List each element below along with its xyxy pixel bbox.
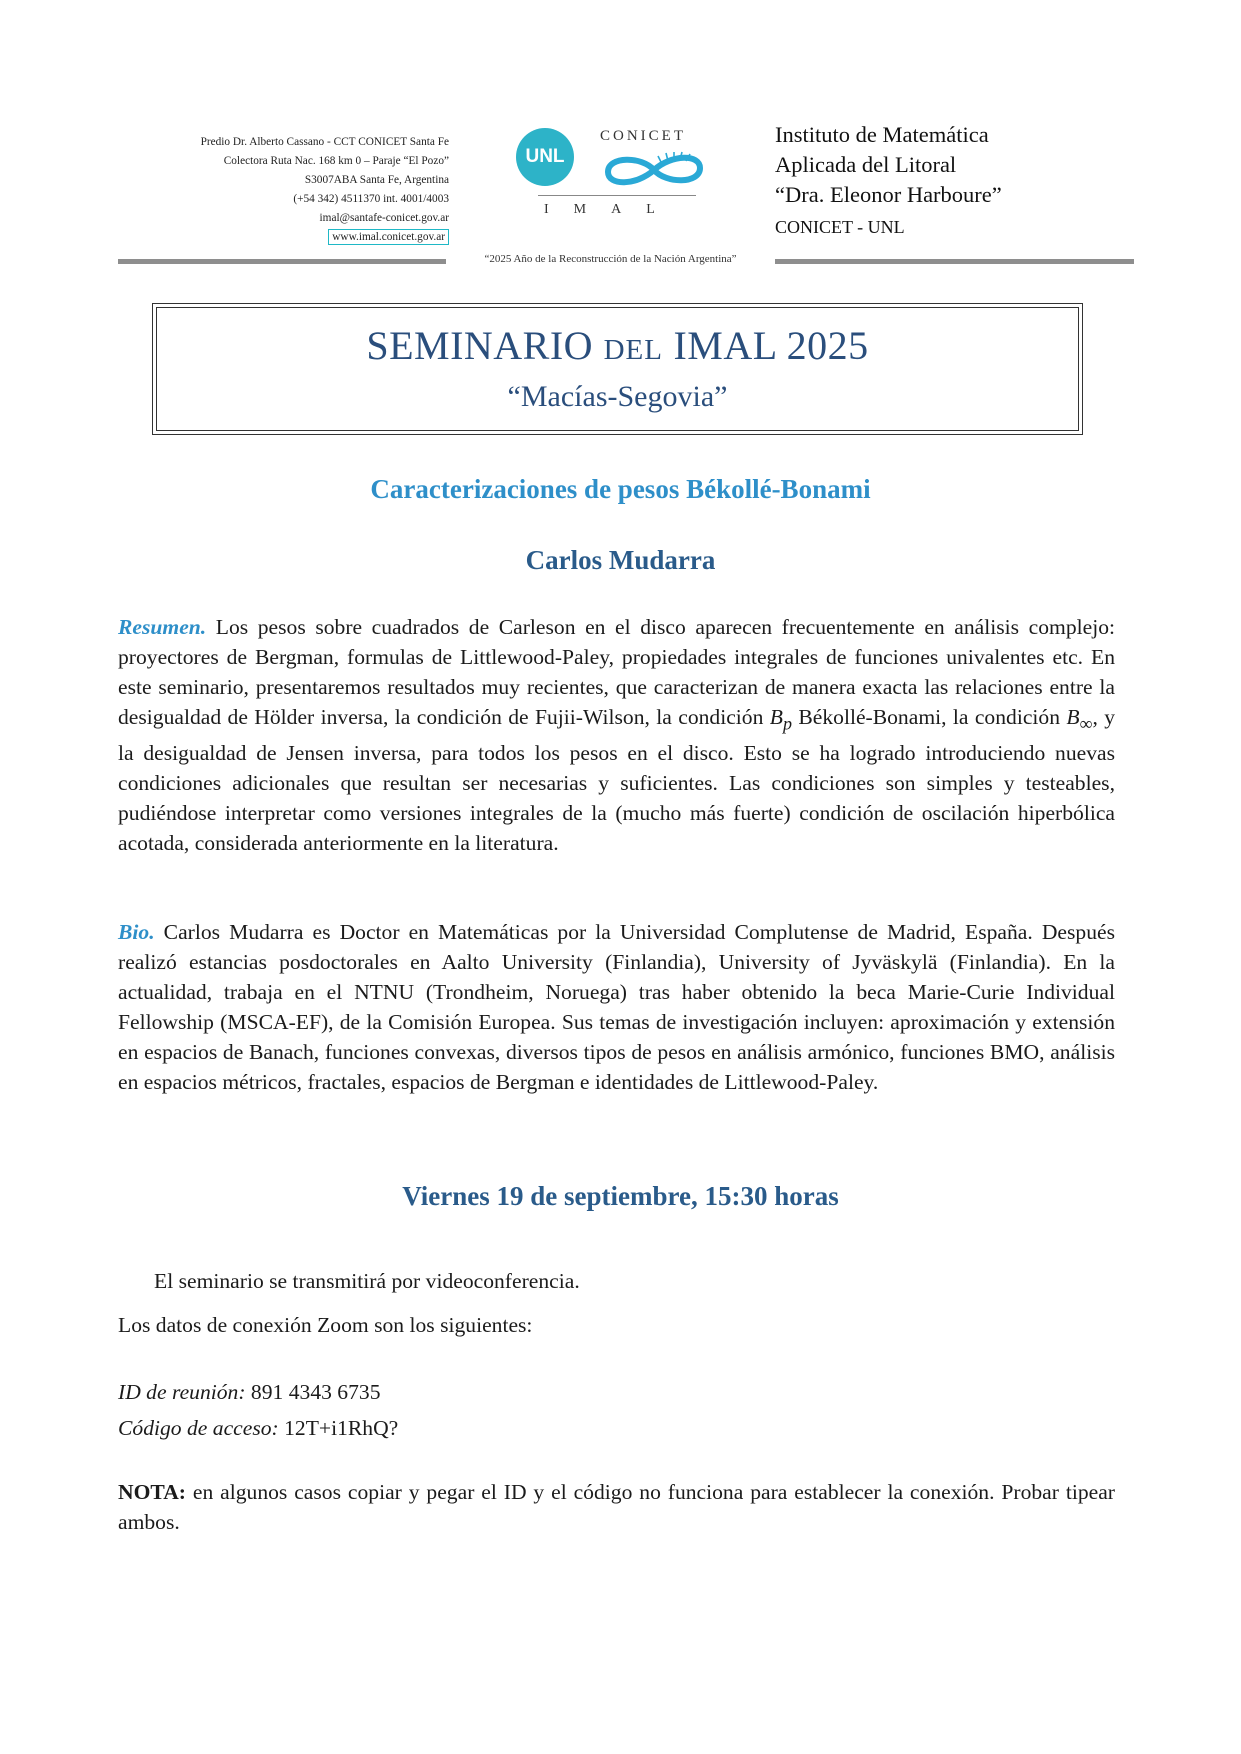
speaker-name: Carlos Mudarra <box>525 545 716 575</box>
passcode <box>118 1416 398 1441</box>
address-line: S3007ABA Santa Fe, Argentina <box>304 174 449 186</box>
logos <box>510 118 710 230</box>
national-motto: “2025 Año de la Reconstrucción de la Nación Argentina” <box>484 253 737 265</box>
note-text: en algunos casos copiar y pegar el ID y el código no funciona para establecer la conexión. Probar tipear ambos. <box>118 1480 1115 1534</box>
speaker-bio <box>118 917 1115 1097</box>
conicet-infinity-icon <box>602 150 706 190</box>
math-symbol: B <box>769 705 783 729</box>
bio-label: Bio. <box>118 920 155 944</box>
seminar-subtitle: “Macías-Segovia” <box>507 380 728 413</box>
abstract-text: Los pesos sobre cuadrados de Carleson en el disco aparecen frecuentemente en análisis complejo: proyectores de Bergman, formulas de Littlewood-Paley, propiedades integrales de funciones univalentes etc. En este seminario, presentaremos resultados muy recientes, que caracterizan de manera exacta las relaciones entre la desigualdad de Hölder inversa, la condición de Fujii-Wilson, la condición <box>118 615 1115 729</box>
note <box>118 1477 1115 1537</box>
abstract-label: Resumen. <box>118 615 207 639</box>
institute-affiliation: CONICET - UNL <box>775 217 905 237</box>
title-part: IMAL 2025 <box>662 323 869 368</box>
conicet-logo-text: CONICET <box>600 128 686 144</box>
address-line: Predio Dr. Alberto Cassano - CCT CONICET Santa Fe <box>200 136 449 148</box>
seminar-title <box>153 322 1082 369</box>
talk-title: Caracterizaciones de pesos Békollé-Bonami <box>370 474 871 504</box>
logo-divider <box>538 195 696 196</box>
meeting-id-label: ID de reunión: <box>118 1380 246 1404</box>
math-subscript: ∞ <box>1079 713 1093 734</box>
title-small-caps: DEL <box>603 334 663 366</box>
institute-line: Aplicada del Litoral <box>775 152 957 177</box>
address-line: (+54 342) 4511370 int. 4001/4003 <box>293 193 449 205</box>
website-link[interactable]: www.imal.conicet.gov.ar <box>328 229 449 245</box>
seminar-title-box <box>152 303 1083 435</box>
passcode-value[interactable]: 12T+i1RhQ? <box>278 1416 399 1440</box>
streaming-notice: El seminario se transmitirá por videoconferencia. <box>154 1269 580 1293</box>
bio-text: Carlos Mudarra es Doctor en Matemáticas por la Universidad Complutense de Madrid, España. Después realizó estancias posdoctorales en Aalto University (Finlandia), University of Jyväskylä (Finlandia). En la actualidad, trabaja en el NTNU (Trondheim, Noruega) tras haber obtenido la beca Marie-Curie Individual Fellowship (MSCA-EF), de la Comisión Europea. Sus temas de investigación incluyen: aproximación y extensión en espacios de Banach, funciones convexas, diversos tipos de pesos en análisis armónico, funciones BMO, análisis en espacios métricos, fractales, espacios de Bergman e identidades de Littlewood-Paley. <box>118 920 1115 1094</box>
imal-logo-text: IMAL <box>544 202 680 217</box>
abstract-text: Békollé-Bonami, la condición <box>792 705 1067 729</box>
header-rule-left <box>118 259 446 264</box>
title-part: SEMINARIO <box>366 323 604 368</box>
seminar-date: Viernes 19 de septiembre, 15:30 horas <box>402 1181 839 1211</box>
math-symbol: B <box>1066 705 1080 729</box>
abstract-text: , y la desigualdad de Jensen inversa, para todos los pesos en el disco. Esto se ha logrado introduciendo nuevas condiciones adicionales que resultan ser necesarias y suficientes. Las condiciones son simples y testeables, pudiéndose interpretar como versiones integrales de la (mucho más fuerte) condición de oscilación hiperbólica acotada, considerada anteriormente en la literatura. <box>118 705 1116 856</box>
math-subscript: p <box>783 713 792 734</box>
unl-logo <box>516 128 574 186</box>
institute-line: Instituto de Matemática <box>775 122 989 147</box>
institute-line: “Dra. Eleonor Harboure” <box>775 182 1002 207</box>
institute-name <box>775 120 1002 242</box>
zoom-intro: Los datos de conexión Zoom son los siguientes: <box>118 1313 533 1337</box>
meeting-id-value[interactable]: 891 4343 6735 <box>245 1380 381 1404</box>
passcode-label: Código de acceso: <box>118 1416 279 1440</box>
note-label: NOTA: <box>118 1480 186 1504</box>
address-line: Colectora Ruta Nac. 168 km 0 – Paraje “El Pozo” <box>223 155 449 167</box>
institute-address <box>201 133 449 247</box>
header-rule-right <box>775 259 1134 264</box>
unl-logo-text: UNL <box>525 146 565 167</box>
meeting-id <box>118 1380 381 1405</box>
abstract <box>118 612 1115 858</box>
email-address: imal@santafe-conicet.gov.ar <box>319 212 449 224</box>
